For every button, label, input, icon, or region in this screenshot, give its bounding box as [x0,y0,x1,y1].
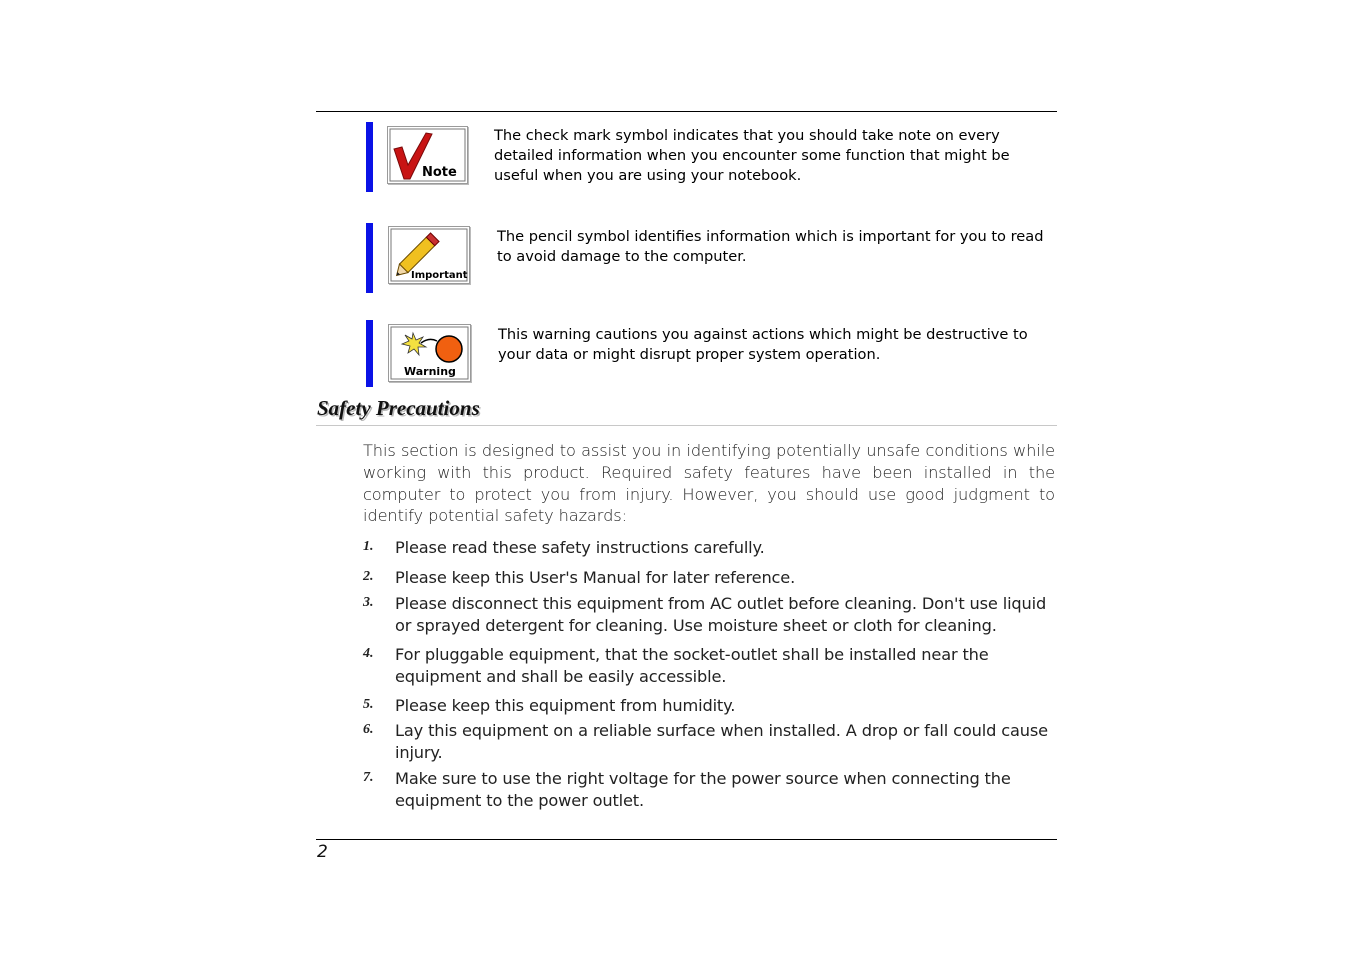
note-icon-label: Note [422,165,457,180]
section-title: Safety Precautions [317,396,480,420]
important-notice [366,223,1056,293]
bomb-warning-icon [388,324,471,382]
list-item-text: Please keep this equipment from humidity. [395,696,736,715]
note-checkmark-icon [387,126,468,184]
list-item-number: 5. [363,697,374,712]
list-item-text: Please disconnect this equipment from AC outlet before cleaning. Don't use liquid or sprayed detergent for cleaning. Use moisture sheet or cloth for cleaning. [395,594,1047,635]
list-item-number: 4. [363,646,374,661]
list-item-text: Please keep this User's Manual for later reference. [395,568,796,587]
warning-text: This warning cautions you against actions which might be destructive to your data or might disrupt proper system operation. [498,326,1028,363]
list-item-number: 2. [363,569,374,584]
warning-icon-label: Warning [404,365,456,378]
notice-accent-bar [366,122,373,192]
note-text: The check mark symbol indicates that you should take note on every detailed information when you encounter some function that might be useful when you are using your notebook. [494,127,1010,184]
page-number: 2 [317,842,328,862]
notice-accent-bar [366,320,373,387]
header-rule [316,111,1057,112]
note-notice [366,122,1056,192]
pencil-icon [388,226,470,284]
section-intro: This section is designed to assist you in identifying potentially unsafe conditions while working with this product. Required safety features have been installed in the computer to protect you from injury. However, you should use good judgment to identify potential safety hazards: [363,441,1055,526]
notice-accent-bar [366,223,373,293]
footer-rule [316,839,1057,840]
warning-notice [366,320,1056,387]
list-item-text: Make sure to use the right voltage for the power source when connecting the equipment to the power outlet. [395,769,1011,810]
list-item-text: For pluggable equipment, that the socket-outlet shall be installed near the equipment and shall be easily accessible. [395,645,989,686]
list-item-text: Please read these safety instructions carefully. [395,538,765,557]
important-icon-label: Important [411,270,468,281]
list-item-text: Lay this equipment on a reliable surface when installed. A drop or fall could cause injury. [395,721,1048,762]
list-item-number: 1. [363,539,374,554]
list-item-number: 3. [363,595,374,610]
important-text: The pencil symbol identifies information which is important for you to read to avoid damage to the computer. [497,228,1044,265]
list-item-number: 6. [363,722,374,737]
list-item-number: 7. [363,770,374,785]
section-title-rule [316,425,1057,426]
